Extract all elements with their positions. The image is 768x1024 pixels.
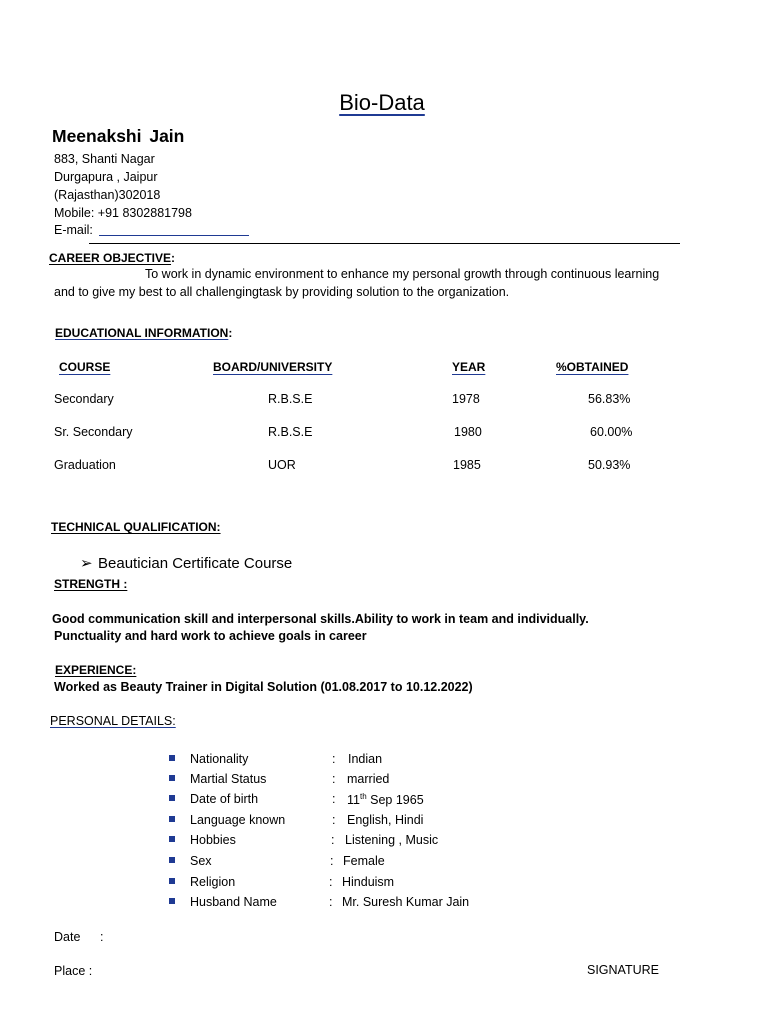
detail-label-hobbies: Hobbies (190, 833, 236, 847)
strength-line2: Punctuality and hard work to achieve goals in career (54, 629, 367, 643)
detail-value-religion: Hinduism (342, 875, 395, 889)
square-bullet-icon (169, 836, 175, 842)
detail-separator: : (332, 772, 336, 786)
square-bullet-icon (169, 857, 175, 863)
detail-value-marital-status: married (347, 772, 390, 786)
detail-label-sex: Sex (190, 854, 212, 868)
arrow-bullet-icon: ➢ (80, 555, 93, 572)
technical-qualification-heading: TECHNICAL QUALIFICATION: (51, 520, 221, 534)
date-colon: : (100, 930, 104, 944)
certificate-item (80, 554, 292, 572)
square-bullet-icon (169, 775, 175, 781)
square-bullet-icon (169, 898, 175, 904)
detail-label-dob: Date of birth (190, 792, 259, 806)
detail-value-sex: Female (343, 854, 385, 868)
signature-label: SIGNATURE (587, 963, 659, 977)
mobile-line: Mobile: +91 8302881798 (54, 206, 192, 220)
email-label: E-mail: (54, 223, 93, 237)
table-cell-board: R.B.S.E (268, 392, 313, 406)
detail-label-language: Language known (190, 813, 286, 827)
table-cell-year: 1978 (452, 392, 480, 406)
career-objective-line1: To work in dynamic environment to enhance my personal growth through continuous learning (145, 267, 660, 281)
detail-separator: : (331, 833, 335, 847)
detail-label-marital-status: Martial Status (190, 772, 267, 786)
square-bullet-icon (169, 795, 175, 801)
address-line: 883, Shanti Nagar (54, 152, 155, 166)
strength-line1: Good communication skill and interpersonal skills.Ability to work in team and individually. (52, 612, 589, 626)
table-cell-obtained: 50.93% (588, 458, 631, 472)
detail-separator: : (329, 875, 333, 889)
table-cell-course: Graduation (54, 458, 116, 472)
table-cell-year: 1980 (454, 425, 482, 439)
detail-separator: : (329, 895, 333, 909)
certificate-label: Beautician Certificate Course (98, 555, 293, 572)
column-header-course: COURSE (59, 360, 111, 374)
header-divider (89, 243, 680, 244)
detail-value-language: English, Hindi (347, 813, 424, 827)
detail-value-husband-name: Mr. Suresh Kumar Jain (342, 895, 470, 909)
career-objective-heading: CAREER OBJECTIVE: (49, 251, 176, 265)
detail-separator: : (332, 752, 336, 766)
table-cell-board: R.B.S.E (268, 425, 313, 439)
personal-details-heading: PERSONAL DETAILS: (50, 714, 176, 728)
detail-value-nationality: Indian (348, 752, 383, 766)
table-cell-board: UOR (268, 458, 296, 472)
experience-heading: EXPERIENCE: (55, 663, 137, 677)
email-link-underline[interactable] (99, 235, 249, 236)
square-bullet-icon (169, 816, 175, 822)
table-cell-year: 1985 (453, 458, 481, 472)
table-cell-course: Sr. Secondary (54, 425, 133, 439)
column-header-obtained: %OBTAINED (556, 360, 629, 374)
document-title: Bio-Data (339, 90, 425, 115)
column-header-board: BOARD/UNIVERSITY (213, 360, 333, 374)
detail-separator: : (332, 813, 336, 827)
table-cell-obtained: 56.83% (588, 392, 631, 406)
square-bullet-icon (169, 878, 175, 884)
date-label: Date (54, 930, 81, 944)
address-line: Durgapura , Jaipur (54, 170, 158, 184)
column-header-year: YEAR (452, 360, 486, 374)
detail-separator: : (332, 792, 336, 806)
table-cell-obtained: 60.00% (590, 425, 633, 439)
detail-label-nationality: Nationality (190, 752, 249, 766)
detail-label-religion: Religion (190, 875, 236, 889)
square-bullet-icon (169, 755, 175, 761)
experience-text: Worked as Beauty Trainer in Digital Solution (01.08.2017 to 10.12.2022) (54, 680, 473, 694)
detail-label-husband-name: Husband Name (190, 895, 277, 909)
education-heading: EDUCATIONAL INFORMATION: (55, 326, 233, 340)
address-line: (Rajasthan)302018 (54, 188, 161, 202)
detail-separator: : (330, 854, 334, 868)
place-label: Place : (54, 964, 93, 978)
applicant-name: Meenakshi Jain (52, 126, 185, 146)
strength-heading: STRENGTH : (54, 577, 128, 591)
table-cell-course: Secondary (54, 392, 114, 406)
career-objective-line2: and to give my best to all challengingtask by providing solution to the organization. (54, 285, 510, 299)
detail-value-hobbies: Listening , Music (345, 833, 439, 847)
detail-value-dob: 11th Sep 1965 (347, 792, 424, 808)
